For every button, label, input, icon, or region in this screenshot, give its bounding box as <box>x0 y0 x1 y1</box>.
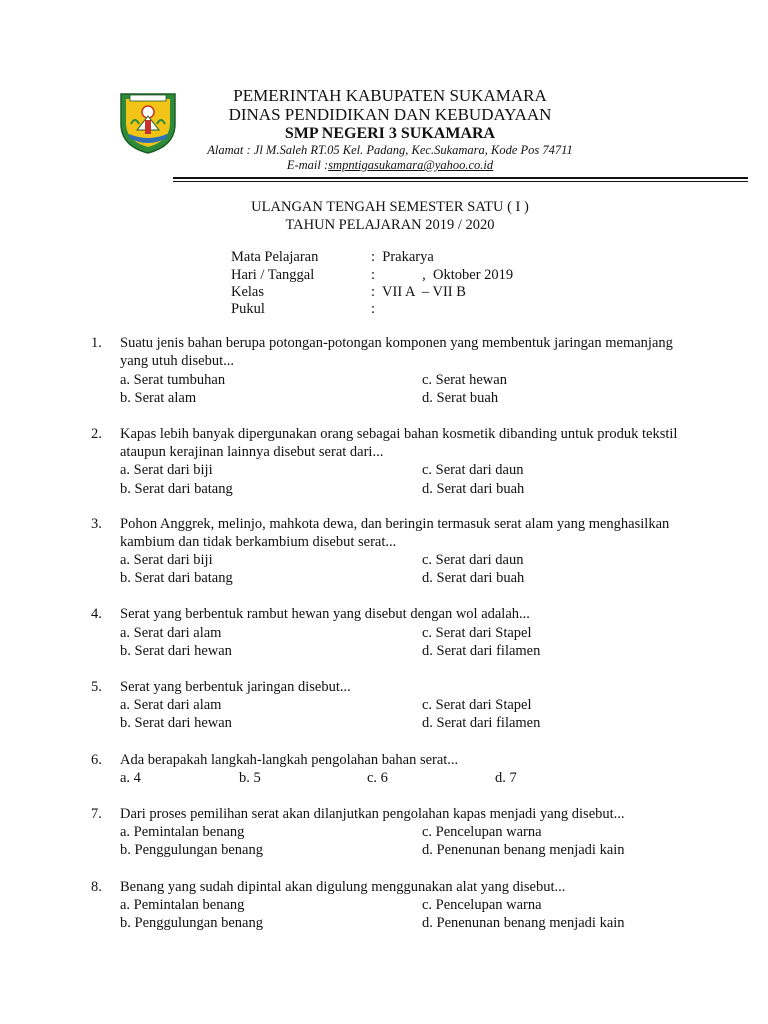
option-b[interactable]: b. Penggulungan benang <box>120 915 263 931</box>
email-link[interactable]: smpntigasukamara@yahoo.co.id <box>328 158 494 172</box>
question-4 <box>91 605 691 662</box>
exam-title: ULANGAN TENGAH SEMESTER SATU ( I ) <box>251 199 529 215</box>
option-a[interactable]: a. Serat tumbuhan <box>120 372 226 388</box>
option-c[interactable]: c. Serat hewan <box>422 372 507 388</box>
info-value: : <box>371 301 376 317</box>
question-3 <box>91 515 691 590</box>
option-a[interactable]: a. 4 <box>120 770 141 786</box>
option-b[interactable]: b. Penggulungan benang <box>120 842 263 858</box>
info-value: : VII A – VII B <box>371 284 466 300</box>
header-divider-thick <box>173 177 748 179</box>
info-label: Kelas <box>231 284 265 300</box>
question-number: 3. <box>91 516 102 532</box>
option-b[interactable]: b. Serat dari hewan <box>120 643 232 659</box>
option-b[interactable]: b. Serat dari batang <box>120 570 233 586</box>
option-b[interactable]: b. Serat dari hewan <box>120 715 232 731</box>
option-c[interactable]: c. 6 <box>367 770 388 786</box>
option-a[interactable]: a. Pemintalan benang <box>120 824 245 840</box>
question-6 <box>91 751 691 791</box>
question-7 <box>91 805 691 862</box>
option-a[interactable]: a. Serat dari biji <box>120 552 213 568</box>
option-c[interactable]: c. Serat dari daun <box>422 552 524 568</box>
email-label: E-mail : <box>286 158 329 172</box>
info-label: Hari / Tanggal <box>231 267 315 283</box>
option-d[interactable]: d. Penenunan benang menjadi kain <box>422 915 625 931</box>
question-2 <box>91 425 691 500</box>
question-number: 1. <box>91 335 102 351</box>
option-c[interactable]: c. Serat dari Stapel <box>422 697 532 713</box>
info-value: : , Oktober 2019 <box>371 267 514 283</box>
question-text: Serat yang berbentuk jaringan disebut... <box>120 679 351 695</box>
question-text: Ada berapakah langkah-langkah pengolahan bahan serat... <box>120 752 459 768</box>
info-label: Pukul <box>231 301 265 317</box>
exam-year: TAHUN PELAJARAN 2019 / 2020 <box>285 217 495 233</box>
header-government: PEMERINTAH KABUPATEN SUKAMARA <box>233 86 547 105</box>
question-number: 4. <box>91 606 102 622</box>
header-divider-thin <box>173 181 748 182</box>
question-text: Pohon Anggrek, melinjo, mahkota dewa, dan beringin termasuk serat alam yang menghasilkan kambium dan tidak berkambium disebut serat... <box>120 516 670 550</box>
question-8 <box>91 878 691 935</box>
info-value: : Prakarya <box>371 249 434 265</box>
info-label: Mata Pelajaran <box>231 249 319 265</box>
question-number: 6. <box>91 752 102 768</box>
question-5 <box>91 678 691 735</box>
question-text: Benang yang sudah dipintal akan digulung menggunakan alat yang disebut... <box>120 879 566 895</box>
question-number: 7. <box>91 806 102 822</box>
header-school-name: SMP NEGERI 3 SUKAMARA <box>284 125 496 142</box>
option-b[interactable]: b. 5 <box>239 770 261 786</box>
option-a[interactable]: a. Serat dari biji <box>120 462 213 478</box>
question-text: Serat yang berbentuk rambut hewan yang disebut dengan wol adalah... <box>120 606 530 622</box>
question-number: 5. <box>91 679 102 695</box>
question-number: 2. <box>91 426 102 442</box>
option-a[interactable]: a. Serat dari alam <box>120 625 222 641</box>
question-number: 8. <box>91 879 102 895</box>
option-c[interactable]: c. Serat dari Stapel <box>422 625 532 641</box>
question-1 <box>91 334 691 409</box>
question-text: Kapas lebih banyak dipergunakan orang sebagai bahan kosmetik dibanding untuk produk tekstil ataupun kerajinan lainnya disebut serat dari... <box>120 426 678 460</box>
option-d[interactable]: d. Serat dari filamen <box>422 715 541 731</box>
option-d[interactable]: d. 7 <box>495 770 517 786</box>
question-text: Dari proses pemilihan serat akan dilanjutkan pengolahan kapas menjadi yang disebut... <box>120 806 625 822</box>
question-text: Suatu jenis bahan berupa potongan-potongan komponen yang membentuk jaringan memanjang yang utuh disebut... <box>120 335 673 369</box>
option-a[interactable]: a. Serat dari alam <box>120 697 222 713</box>
header-address: Alamat : Jl M.Saleh RT.05 Kel. Padang, Kec.Sukamara, Kode Pos 74711 <box>207 143 573 157</box>
option-a[interactable]: a. Pemintalan benang <box>120 897 245 913</box>
option-b[interactable]: b. Serat dari batang <box>120 481 233 497</box>
header-email-line <box>170 159 610 172</box>
option-d[interactable]: d. Serat dari filamen <box>422 643 541 659</box>
option-d[interactable]: d. Serat dari buah <box>422 570 525 586</box>
option-c[interactable]: c. Pencelupan warna <box>422 824 542 840</box>
option-c[interactable]: c. Serat dari daun <box>422 462 524 478</box>
option-d[interactable]: d. Serat buah <box>422 390 499 406</box>
option-d[interactable]: d. Serat dari buah <box>422 481 525 497</box>
option-c[interactable]: c. Pencelupan warna <box>422 897 542 913</box>
header-department: DINAS PENDIDIKAN DAN KEBUDAYAAN <box>228 105 552 124</box>
option-d[interactable]: d. Penenunan benang menjadi kain <box>422 842 625 858</box>
option-b[interactable]: b. Serat alam <box>120 390 197 406</box>
